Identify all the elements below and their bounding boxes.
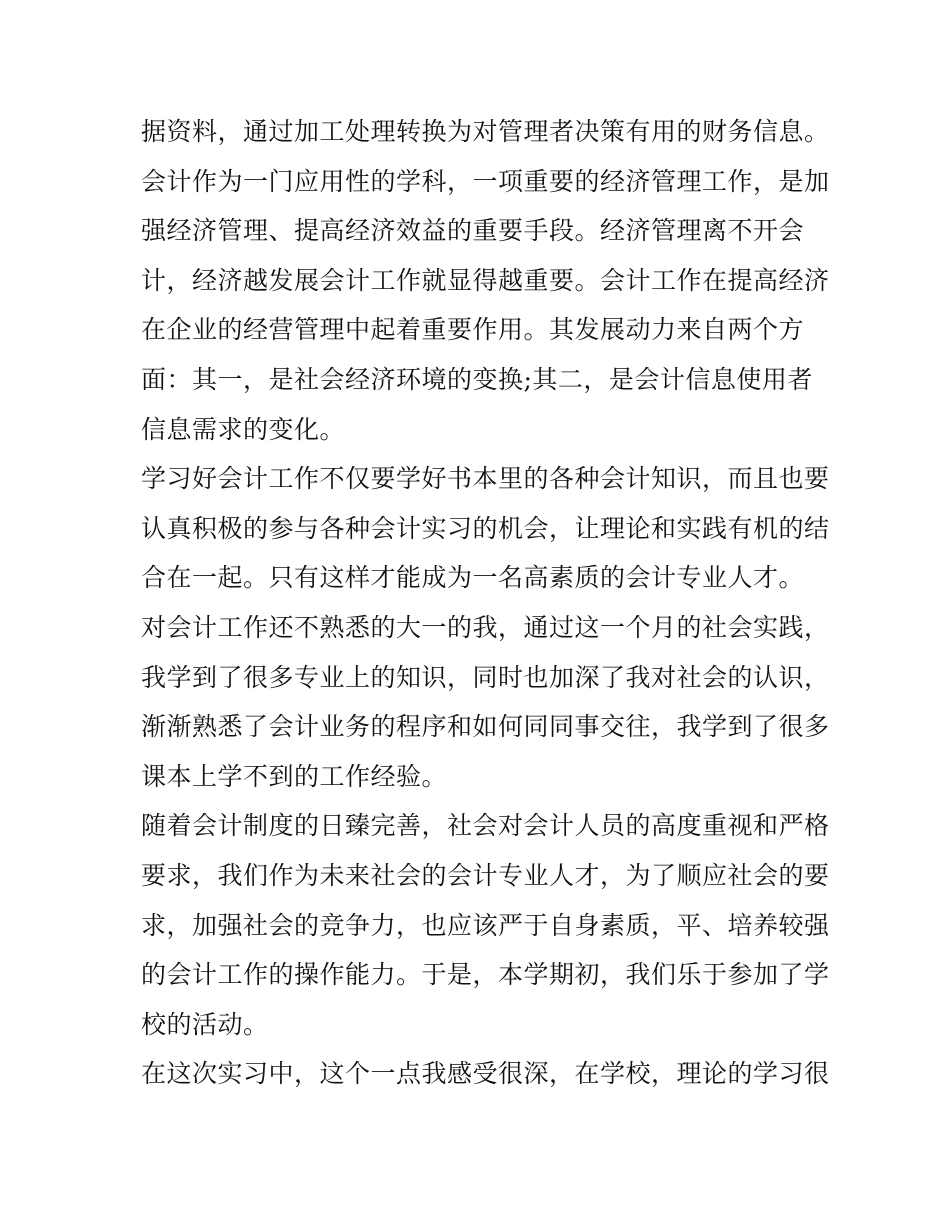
text-line-16: 要求，我们作为未来社会的会计专业人才，为了顺应社会的要 bbox=[141, 860, 830, 890]
text-line-9: 认真积极的参与各种会计实习的机会，让理论和实践有机的结 bbox=[141, 513, 830, 543]
text-line-15: 随着会计制度的日臻完善，社会对会计人员的高度重视和严格 bbox=[141, 811, 830, 841]
text-line-1: 据资料，通过加工处理转换为对管理者决策有用的财务信息。 bbox=[141, 117, 830, 146]
text-line-14: 课本上学不到的工作经验。 bbox=[141, 761, 448, 791]
text-line-17: 求，加强社会的竞争力，也应该严于自身素质，平、培养较强 bbox=[141, 910, 830, 940]
text-line-11: 对会计工作还不熟悉的大一的我，通过这一个月的社会实践， bbox=[141, 612, 830, 642]
text-line-18: 的会计工作的操作能力。于是，本学期初，我们乐于参加了学 bbox=[141, 960, 830, 990]
text-line-19: 校的活动。 bbox=[141, 1009, 269, 1039]
text-line-8: 学习好会计工作不仅要学好书本里的各种会计知识，而且也要 bbox=[141, 464, 830, 494]
text-line-20: 在这次实习中，这个一点我感受很深，在学校，理论的学习很 bbox=[141, 1059, 830, 1089]
text-line-13: 渐渐熟悉了会计业务的程序和如何同同事交往，我学到了很多 bbox=[141, 712, 830, 742]
text-line-7: 信息需求的变化。 bbox=[141, 414, 346, 444]
text-line-3: 强经济管理、提高经济效益的重要手段。经济管理离不开会 bbox=[141, 216, 805, 246]
text-line-4: 计，经济越发展会计工作就显得越重要。会计工作在提高经济 bbox=[141, 265, 830, 295]
document-body-text bbox=[141, 107, 830, 1099]
text-line-12: 我学到了很多专业上的知识，同时也加深了我对社会的认识， bbox=[141, 662, 830, 692]
text-line-10: 合在一起。只有这样才能成为一名高素质的会计专业人才。 bbox=[141, 563, 805, 593]
text-line-2: 会计作为一门应用性的学科，一项重要的经济管理工作，是加 bbox=[141, 166, 830, 196]
text-line-6: 面：其一，是社会经济环境的变换;其二，是会计信息使用者 bbox=[141, 364, 813, 394]
text-line-5: 在企业的经营管理中起着重要作用。其发展动力来自两个方 bbox=[141, 315, 805, 345]
